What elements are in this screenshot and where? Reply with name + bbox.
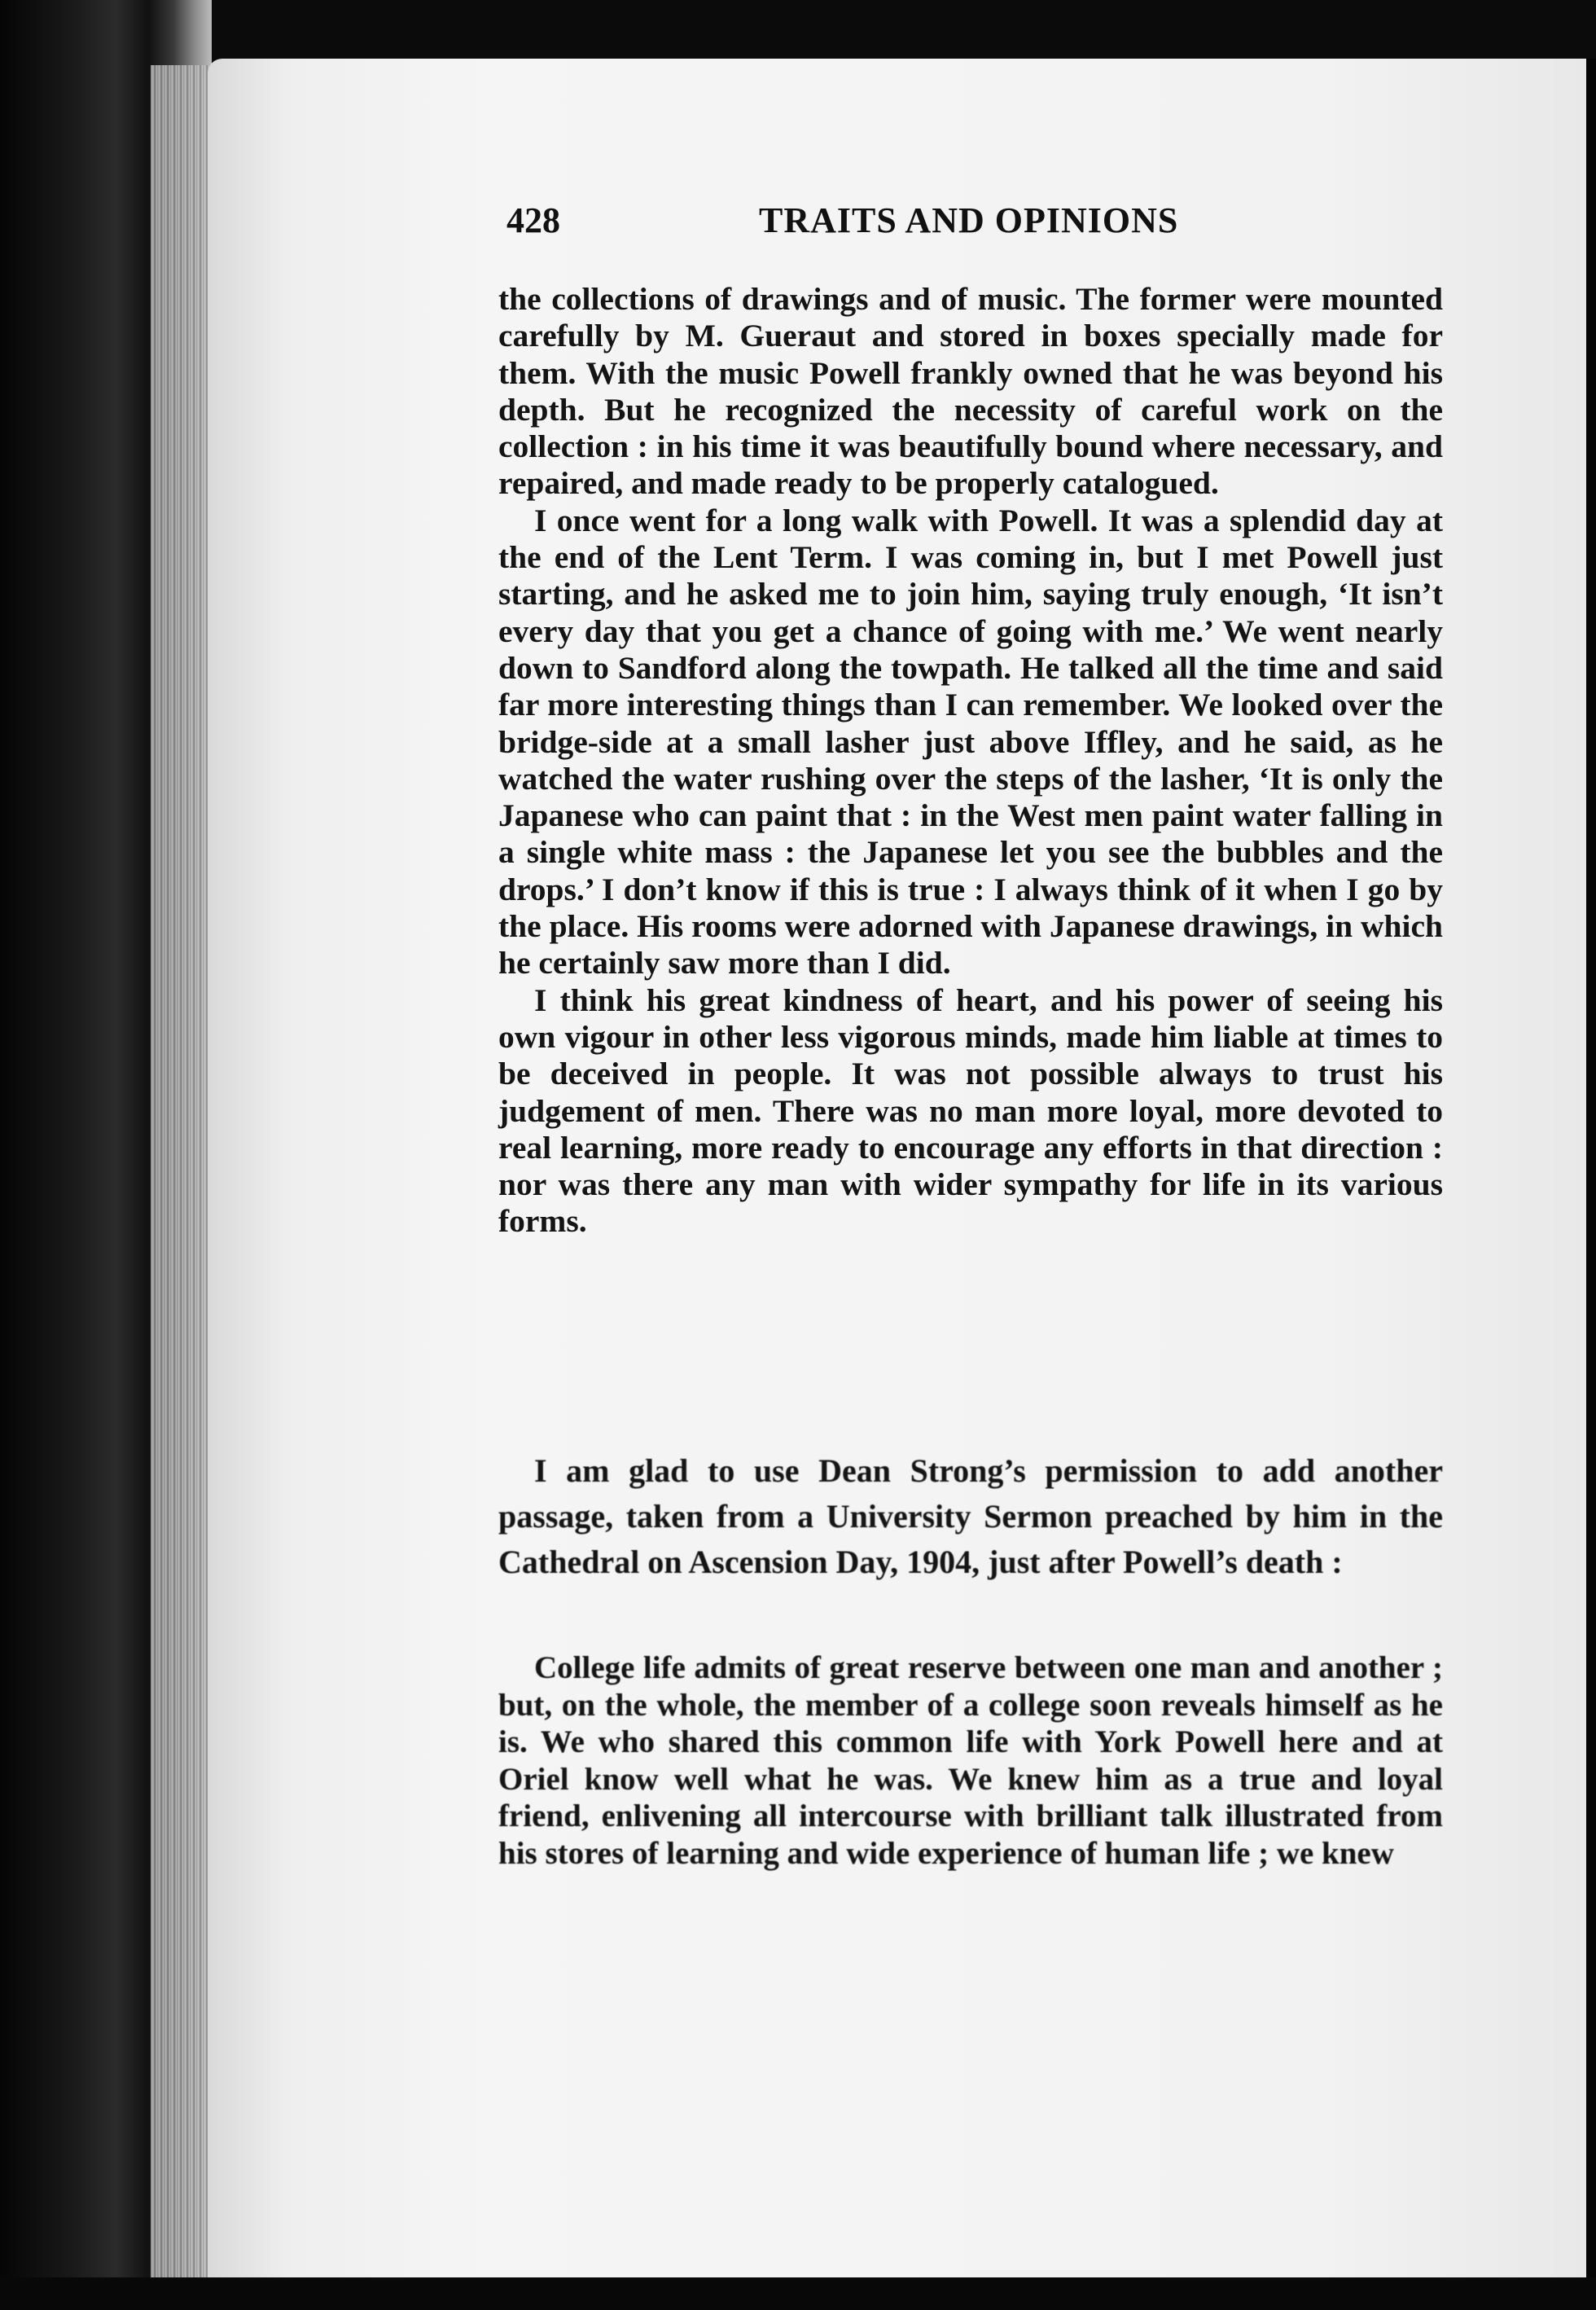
intro-text	[498, 1448, 1443, 1585]
paragraph-3: I think his great kindness of heart, and his power of seeing his own vigour in other less vigorous minds, made him liable at times to be deceived in people. It was not possible always to trust his judgement of men. There was no man more loyal, more devoted to real learning, more ready to encourage any efforts in that direction : nor was there any man with wider sympathy for life in its various forms.	[498, 982, 1443, 1240]
paragraph-2: I once went for a long walk with Powell. It was a splendid day at the end of the Lent Term. I was coming in, but I met Powell just starting, and he asked me to join him, saying truly enough, ‘It isn’t every day that you get a chance of going with me.’ We went nearly down to Sandford along the towpath. He talked all the time and said far more interesting things than I can remember. We looked over the bridge-side at a small lasher just above Iffley, and he said, as he watched the water rushing over the steps of the lasher, ‘It is only the Japanese who can paint that : in the West men paint water falling in a single white mass : the Japanese let you see the bubbles and the drops.’ I don’t know if this is true : I always think of it when I go by the place. His rooms were adorned with Japanese drawings, in which he certainly saw more than I did.	[498, 502, 1443, 982]
page-number: 428	[506, 200, 560, 240]
main-text	[498, 281, 1443, 1241]
page-header	[506, 200, 1443, 248]
running-head: TRAITS AND OPINIONS	[759, 200, 1179, 240]
paragraph-1: the collections of drawings and of music. The former were mounted carefully by M. Gueraut and stored in boxes specially made for them. With the music Powell frankly owned that he was beyond his depth. But he recognized the necessity of careful work on the collection : in his time it was beautifully bound where necessary, and repaired, and made ready to be properly catalogued.	[498, 281, 1443, 502]
page-shadow	[1586, 59, 1596, 2299]
page-edges	[151, 65, 216, 2281]
scan-border	[0, 2277, 1596, 2310]
sermon-quote	[498, 1649, 1443, 1872]
quote-paragraph: College life admits of great reserve between one man and another ; but, on the whole, the member of a college soon reveals himself as he is. We who shared this common life with York Powell here and at Oriel know well what he was. We knew him as a true and loyal friend, enlivening all intercourse with brilliant talk illustrated from his stores of learning and wide experience of human life ; we knew	[498, 1650, 1443, 1871]
intro-paragraph: I am glad to use Dean Strong’s permission to add another passage, taken from a University Sermon preached by him in the Cathedral on Ascension Day, 1904, just after Powell’s death :	[498, 1452, 1443, 1580]
